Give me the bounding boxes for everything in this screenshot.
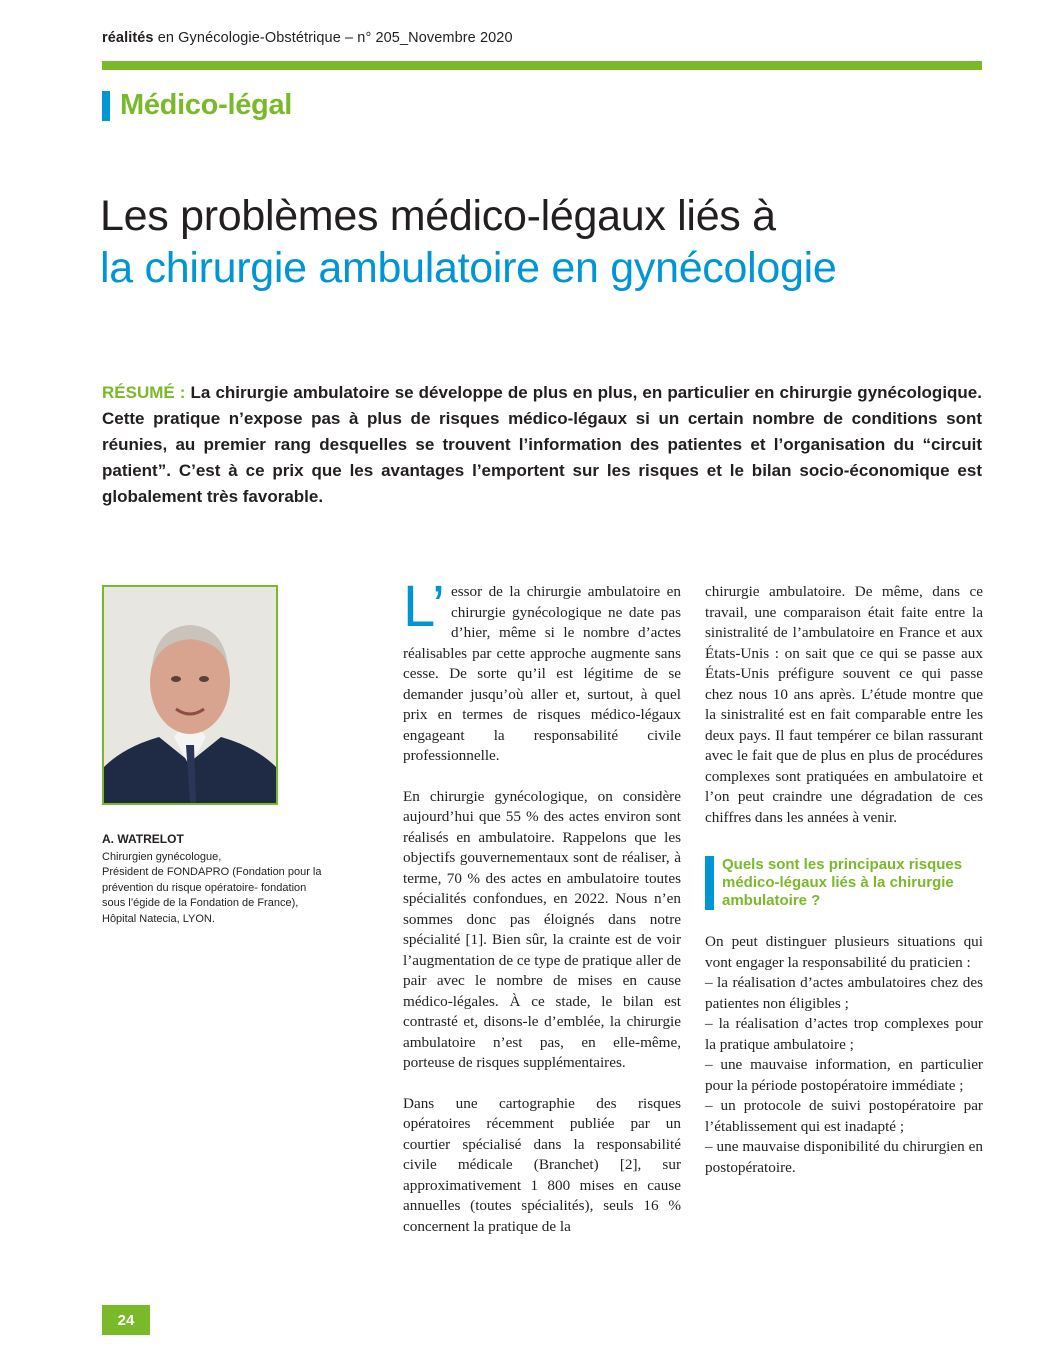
author-affiliation: Président de FONDAPRO (Fondation pour la prévention du risque opératoire- fondation sous l’égide de la Fondation de France), — [102, 866, 322, 909]
abstract — [102, 380, 982, 510]
paragraph-text: essor de la chirurgie ambulatoire en chirurgie gynécologique ne date pas d’hier, même si le nombre d’actes réalisables par cette approche augmente sans cesse. De sorte qu’il est légitime de se demander jusqu’où aller et, surtout, à quel prix en termes de risques médico-légaux engageant la responsabilité civile professionnelle. — [403, 583, 681, 764]
paragraph: chirurgie ambulatoire. De même, dans ce travail, une comparaison était faite entre la sinistralité de l’ambulatoire en France et aux États-Unis : on sait que ce qui se passe aux États-Unis préfigure souvent ce qui passe chez nous 10 ans après. L’étude montre que la sinistralité est en fait comparable entre les deux pays. Il faut tempérer ce bilan rassurant avec le fait que de plus en plus de procédures complexes sont pratiquées en ambulatoire et l’on peut craindre une dégradation de ces chiffres dans les années à venir. — [705, 583, 983, 826]
subheading-text: Quels sont les principaux risques médico-légaux liés à la chirurgie ambulatoire ? — [722, 856, 963, 909]
drop-cap: L’ — [403, 574, 445, 639]
list-item: – la réalisation d’actes ambulatoires chez des patientes non éligibles ; — [705, 974, 983, 1012]
title-line-1: Les problèmes médico-légaux liés à — [100, 192, 776, 240]
article-title — [100, 190, 1020, 294]
list-item: – un protocole de suivi postopératoire par l’établissement qui est inadapté ; — [705, 1097, 983, 1135]
paragraph: En chirurgie gynécologique, on considère aujourd’hui que 55 % des actes environ sont réalisés en ambulatoire. Rappelons que les objectifs gouvernementaux sont de réaliser, à terme, 70 % des actes en ambulatoire toutes spécialités confondues, en 2022. Nous n’en sommes donc pas éloignés dans notre spécialité [1]. Bien sûr, la crainte est de voir l’augmentation de ce type de pratique aller de pair avec le nombre de mises en cause médico-légales. À ce stade, le bilan est contrasté et, disons-le d’emblée, la chirurgie ambulatoire n’est pas, en elle-même, porteuse de risques supplémentaires. — [403, 787, 681, 1071]
abstract-label: RÉSUMÉ : — [102, 383, 186, 402]
journal-brand: réalités — [102, 30, 154, 46]
section-label: Médico-légal — [120, 89, 293, 121]
abstract-text: La chirurgie ambulatoire se développe de plus en plus, en particulier en chirurgie gynécologique. Cette pratique n’expose pas à plus de risques médico-légaux si un certain nombre de conditions sont réunies, au premier rang desquelles se trouvent l’information des patientes et l’organisation du “circuit patient”. C’est à ce prix que les avantages l’emportent sur les risques et le bilan socio-économique est globalement très favorable. — [102, 383, 982, 506]
list-item: – une mauvaise disponibilité du chirurgien en postopératoire. — [705, 1138, 983, 1176]
section-marker — [102, 91, 110, 121]
list-intro: On peut distinguer plusieurs situations qui vont engager la responsabilité du praticien : — [705, 933, 983, 971]
author-name: A. WATRELOT — [102, 832, 184, 846]
list-item: – la réalisation d’actes trop complexes pour la pratique ambulatoire ; — [705, 1015, 983, 1053]
page-number: 24 — [102, 1305, 150, 1335]
author-photo — [102, 585, 278, 805]
title-line-2: la chirurgie ambulatoire en gynécologie — [100, 244, 837, 292]
journal-issue: en Gynécologie-Obstétrique – n° 205_Novembre 2020 — [153, 30, 513, 46]
list-item: – une mauvaise information, en particulier pour la période postopératoire immédiate ; — [705, 1056, 983, 1094]
paragraph — [403, 574, 681, 767]
risk-list — [705, 932, 983, 1178]
subheading — [705, 856, 983, 910]
running-header — [102, 30, 513, 46]
paragraph: Dans une cartographie des risques opératoires récemment publiée par un courtier spécialisé dans la responsabilité civile médicale (Branchet) [2], sur approximativement 1 800 mises en cause annuelles (toutes spécialités), seuls 16 % concernent la pratique de la — [403, 1094, 681, 1235]
author-role: Chirurgien gynécologue, — [102, 850, 222, 863]
author-info — [102, 832, 332, 927]
header-rule — [102, 61, 982, 70]
subheading-marker — [705, 856, 714, 910]
author-hospital: Hôpital Natecia, LYON. — [102, 912, 215, 925]
body-column-2 — [705, 582, 983, 1178]
author-portrait-image — [104, 587, 276, 803]
section-heading — [102, 89, 292, 122]
body-column-1 — [403, 574, 681, 1257]
